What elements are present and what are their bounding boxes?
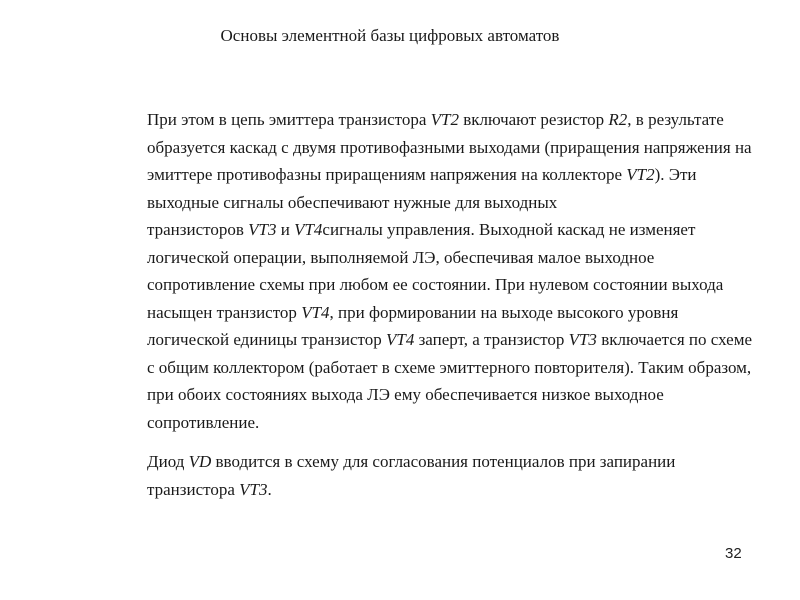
text-segment: транзисторов xyxy=(147,220,249,239)
text-segment: сигналы управления. Выходной каскад не изменяет xyxy=(322,220,696,239)
text-segment: и xyxy=(276,220,295,239)
text-segment: ). Эти xyxy=(654,165,697,184)
text-segment: логической единицы транзистор xyxy=(147,330,386,349)
text-line xyxy=(147,271,787,299)
text-line xyxy=(147,381,787,409)
text-segment: заперт, а транзистор xyxy=(414,330,569,349)
slide-title: Основы элементной базы цифровых автоматов xyxy=(220,26,560,45)
text-line xyxy=(147,244,787,272)
italic-term: VT4 xyxy=(301,302,330,322)
text-line xyxy=(147,106,787,134)
text-segment: образуется каскад с двумя противофазными выходами (приращения напряжения на xyxy=(147,137,752,157)
text-line xyxy=(147,299,787,327)
italic-term: VT3 xyxy=(239,479,268,499)
text-segment: логической операции, выполняемой ЛЭ, обеспечивая малое выходное xyxy=(147,247,655,267)
paragraph-2 xyxy=(147,448,787,503)
italic-term: VT4 xyxy=(294,220,323,239)
italic-term: VT3 xyxy=(248,220,277,239)
italic-term: VT2 xyxy=(430,110,460,129)
text-line xyxy=(147,134,787,162)
text-segment: . xyxy=(267,479,272,499)
text-line xyxy=(147,448,787,476)
text-segment: вводится в схему для согласования потенциалов при запирании xyxy=(211,452,676,471)
text-segment: сопротивление. xyxy=(147,412,260,432)
italic-term: VT3 xyxy=(568,330,597,349)
text-line xyxy=(147,476,787,504)
text-line xyxy=(147,161,787,189)
text-segment: эмиттере противофазны приращениям напряжения на коллекторе xyxy=(147,165,627,184)
text-segment: транзистора xyxy=(147,479,240,499)
text-segment: Диод xyxy=(147,452,189,471)
italic-term: R2 xyxy=(608,110,628,129)
italic-term: VT2 xyxy=(626,165,655,184)
paragraph-1 xyxy=(147,106,787,436)
text-line xyxy=(147,326,787,354)
text-segment: с общим коллектором (работает в схеме эмиттерного повторителя). Таким образом, xyxy=(147,357,752,377)
italic-term: VD xyxy=(188,452,212,471)
text-segment: включается по схеме xyxy=(596,330,752,349)
text-line xyxy=(147,189,787,217)
text-segment: , при формировании на выходе высокого уровня xyxy=(329,302,679,322)
text-line xyxy=(147,216,787,244)
text-line xyxy=(147,409,787,437)
text-segment: сопротивление схемы при любом ее состоянии. При нулевом состоянии выхода xyxy=(147,275,724,294)
text-segment: насыщен транзистор xyxy=(147,302,302,322)
text-line xyxy=(147,354,787,382)
text-segment: , в результате xyxy=(627,110,724,129)
page-number: 32 xyxy=(725,545,742,562)
text-segment: при обоих состояниях выхода ЛЭ ему обеспечивается низкое выходное xyxy=(147,385,664,404)
text-segment: включают резистор xyxy=(459,110,609,129)
text-segment: При этом в цепь эмиттера транзистора xyxy=(147,110,431,129)
italic-term: VT4 xyxy=(386,330,415,349)
text-segment: выходные сигналы обеспечивают нужные для выходных xyxy=(147,192,558,212)
